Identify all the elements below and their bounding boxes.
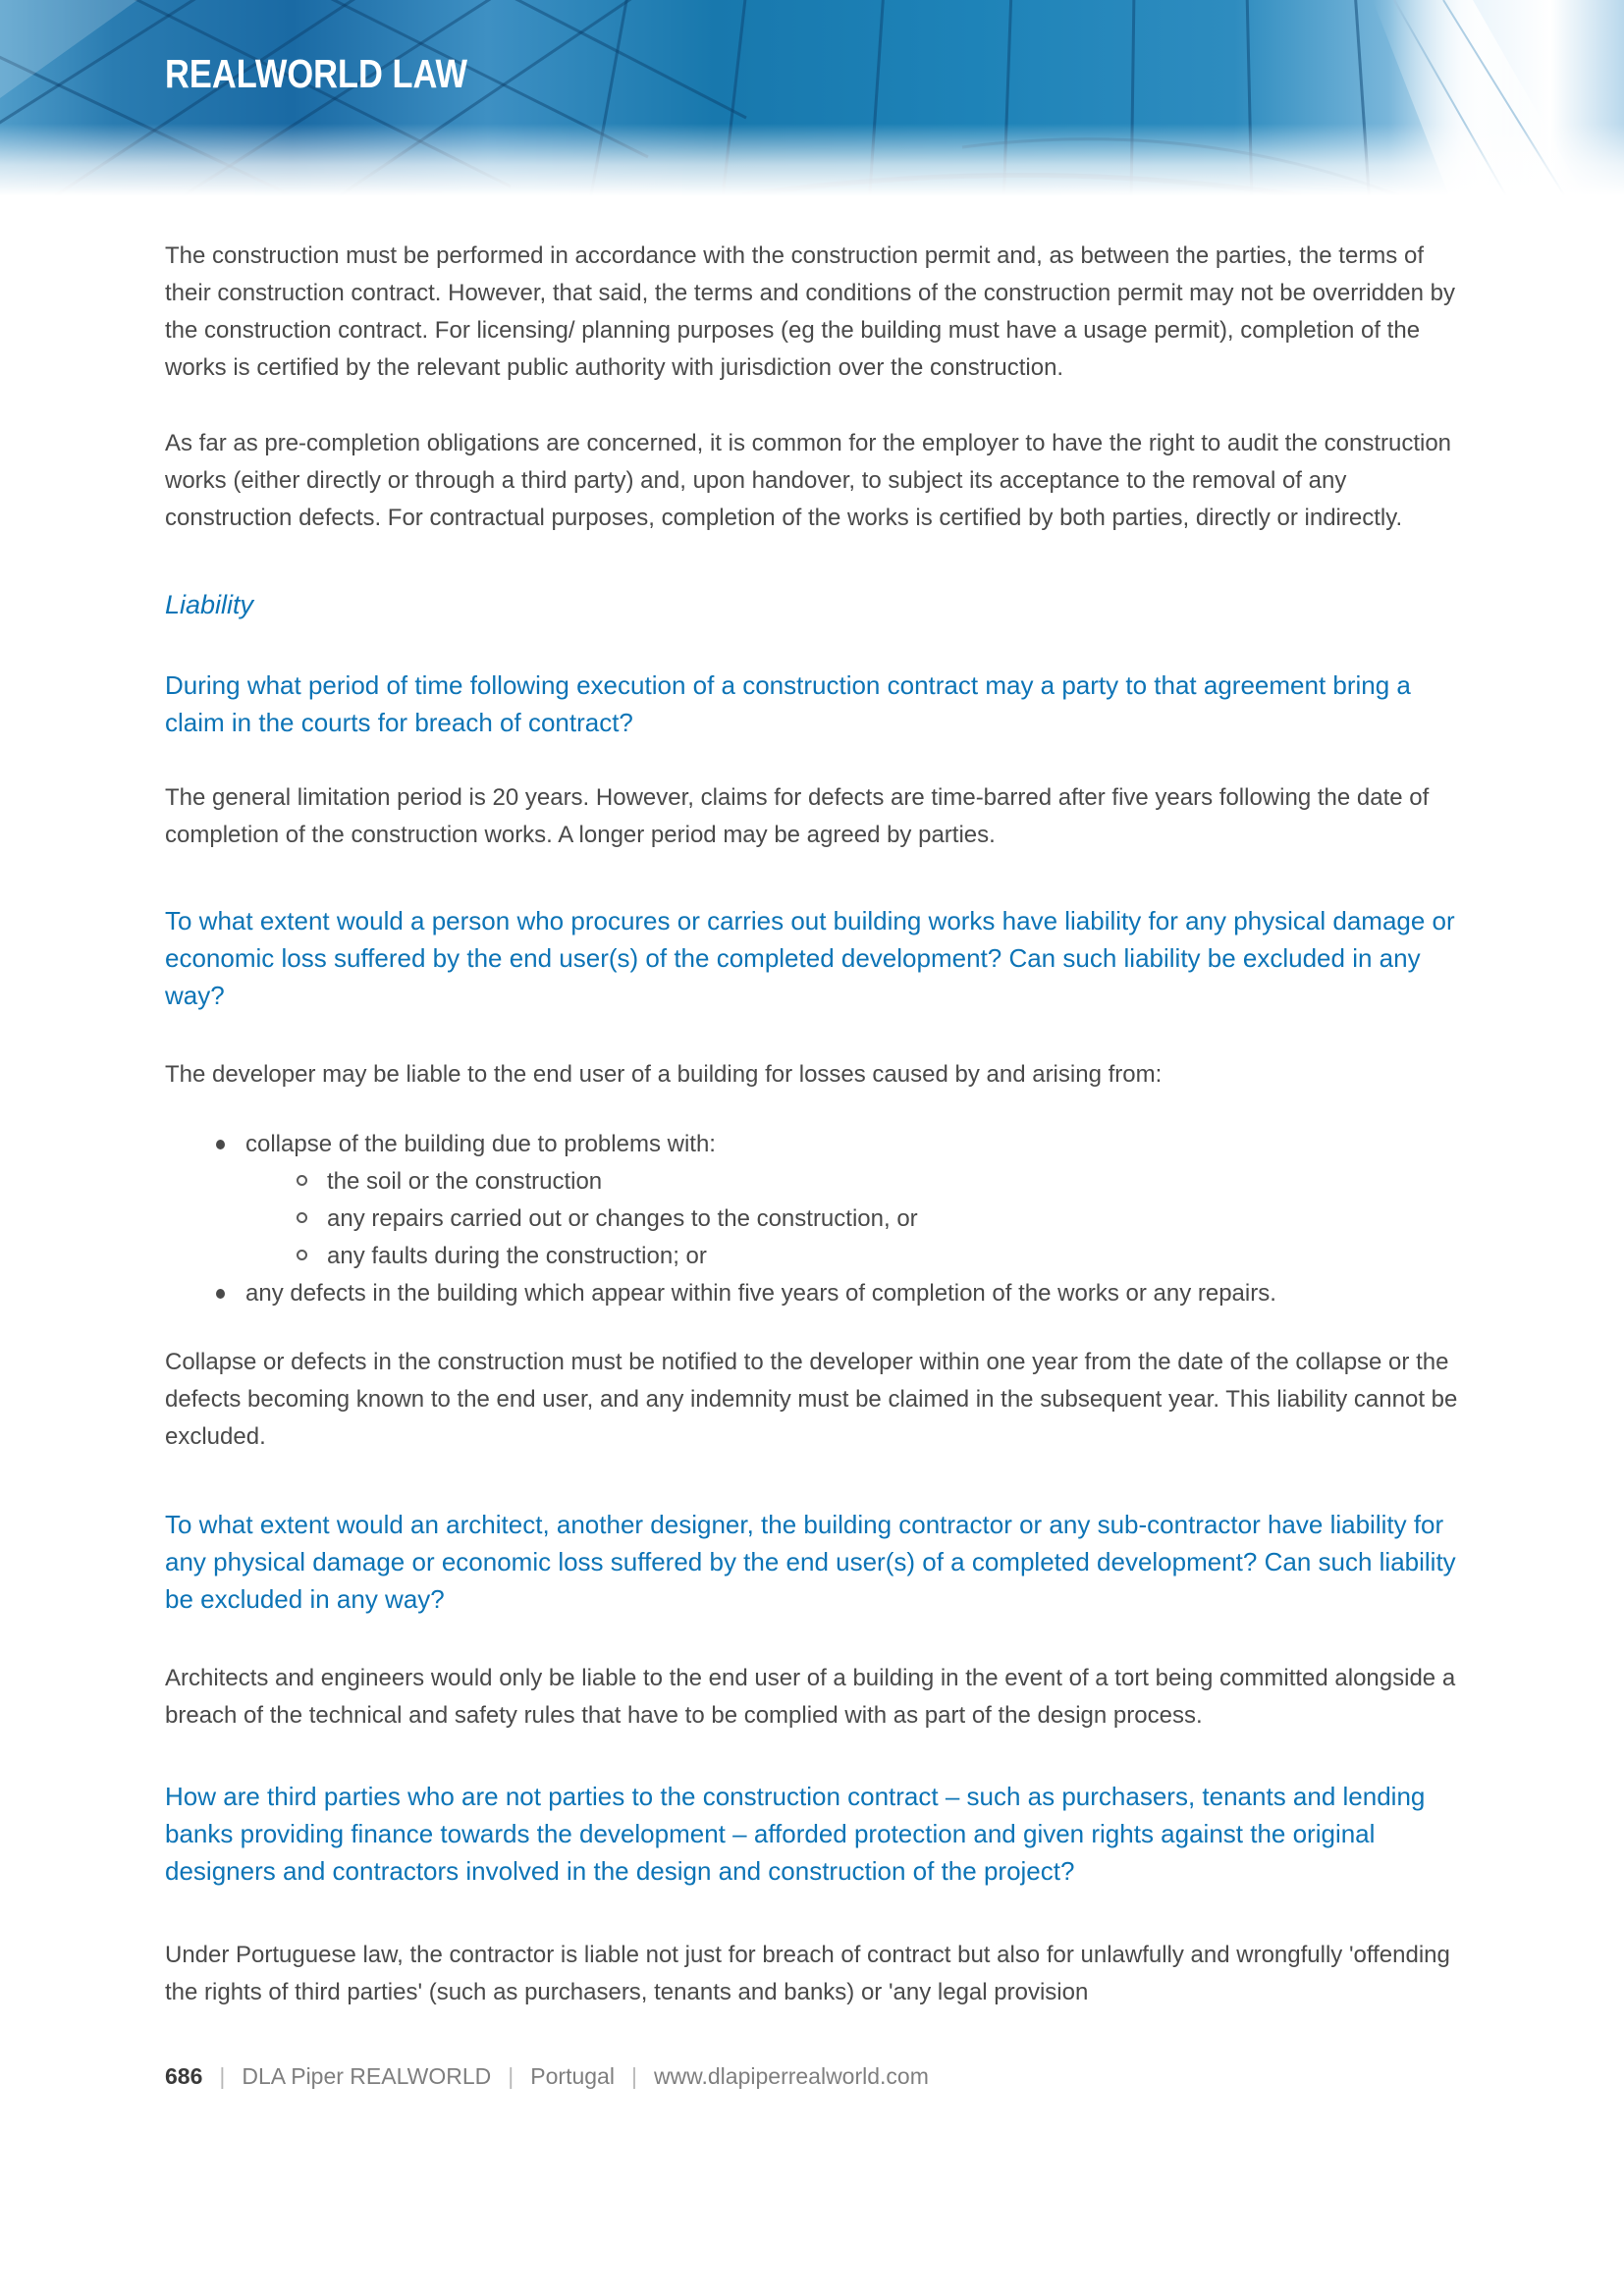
list-item [165, 1126, 1471, 1163]
footer-separator: | [219, 2063, 226, 2089]
list-item-text: the soil or the construction [327, 1168, 603, 1195]
paragraph-pre-completion: As far as pre-completion obligations are concerned, it is common for the employer to have the right to audit the construction works (either directly or through a third party) and, upon handover, to subject its acceptance to the removal of any construction defects. For contractual purposes, completion of the works is certified by both parties, directly or indirectly. [165, 430, 1452, 531]
list-item [165, 1201, 1471, 1238]
page-number: 686 [165, 2063, 203, 2089]
list-item [165, 1163, 1471, 1201]
bullet-circle-icon [297, 1175, 307, 1186]
question-architect-liability: To what extent would an architect, another designer, the building contractor or any sub-contractor have liability for any physical damage or economic loss suffered by the end user(s) of a completed development? Can such liability be excluded in any way? [165, 1510, 1456, 1614]
liability-causes-list [165, 1126, 1624, 1312]
footer-separator: | [508, 2063, 514, 2089]
section-heading-liability: Liability [165, 590, 254, 619]
brand-title: REALWORLD LAW [165, 51, 468, 96]
answer-third-parties: Under Portuguese law, the contractor is liable not just for breach of contract but also for unlawfully and wrongfully 'offending the rights of third parties' (such as purchasers, tenants and banks) or 'any legal provision [165, 1942, 1450, 2005]
page-footer [165, 2060, 1624, 2092]
bullet-circle-icon [297, 1250, 307, 1260]
list-item-text: any faults during the construction; or [327, 1243, 707, 1269]
answer-architect-liability: Architects and engineers would only be liable to the end user of a building in the event of a tort being committed alongside a breach of the technical and safety rules that have to be complied with as part of the design process. [165, 1665, 1456, 1729]
list-item [165, 1275, 1471, 1312]
footer-separator: | [630, 2063, 637, 2089]
answer-developer-liability-intro: The developer may be liable to the end user of a building for losses caused by and arising from: [165, 1061, 1163, 1088]
question-third-parties: How are third parties who are not parties to the construction contract – such as purchasers, tenants and lending banks providing finance towards the development – afforded protection and given rights against the original designers and contractors involved in the design and construction of the project? [165, 1782, 1426, 1886]
bullet-circle-icon [297, 1212, 307, 1223]
bullet-dot-icon [216, 1140, 225, 1149]
footer-country: Portugal [530, 2063, 615, 2089]
question-procurer-liability: To what extent would a person who procures or carries out building works have liability for any physical damage or economic loss suffered by the end user(s) of the completed development? Can such liability be excluded in any way? [165, 906, 1455, 1010]
footer-brand: DLA Piper REALWORLD [242, 2063, 492, 2089]
answer-limitation-period: The general limitation period is 20 years. However, claims for defects are time-barred after five years following the date of completion of the construction works. A longer period may be agreed by parties. [165, 784, 1430, 848]
footer-website-link[interactable]: www.dlapiperrealworld.com [653, 2063, 929, 2089]
answer-developer-liability-close: Collapse or defects in the construction must be notified to the developer within one year from the date of the collapse or the defects becoming known to the end user, and any indemnity must be claimed in the subsequent year. This liability cannot be excluded. [165, 1349, 1458, 1450]
header-banner [0, 0, 1624, 206]
list-item-text: any repairs carried out or changes to the construction, or [327, 1205, 918, 1232]
page-content [0, 238, 1624, 2011]
question-limitation-period: During what period of time following execution of a construction contract may a party to that agreement bring a claim in the courts for breach of contract? [165, 670, 1411, 737]
list-item-text: any defects in the building which appear within five years of completion of the works or any repairs. [245, 1280, 1276, 1307]
list-item-text: collapse of the building due to problems with: [245, 1131, 716, 1157]
building-photo [0, 0, 1624, 206]
bullet-dot-icon [216, 1289, 225, 1299]
paragraph-construction-permit: The construction must be performed in accordance with the construction permit and, as between the parties, the terms of their construction contract. However, that said, the terms and conditions of the construction permit may not be overridden by the construction contract. For licensing/ planning purposes (eg the building must have a usage permit), completion of the works is certified by the relevant public authority with jurisdiction over the construction. [165, 242, 1455, 381]
list-item [165, 1238, 1471, 1275]
